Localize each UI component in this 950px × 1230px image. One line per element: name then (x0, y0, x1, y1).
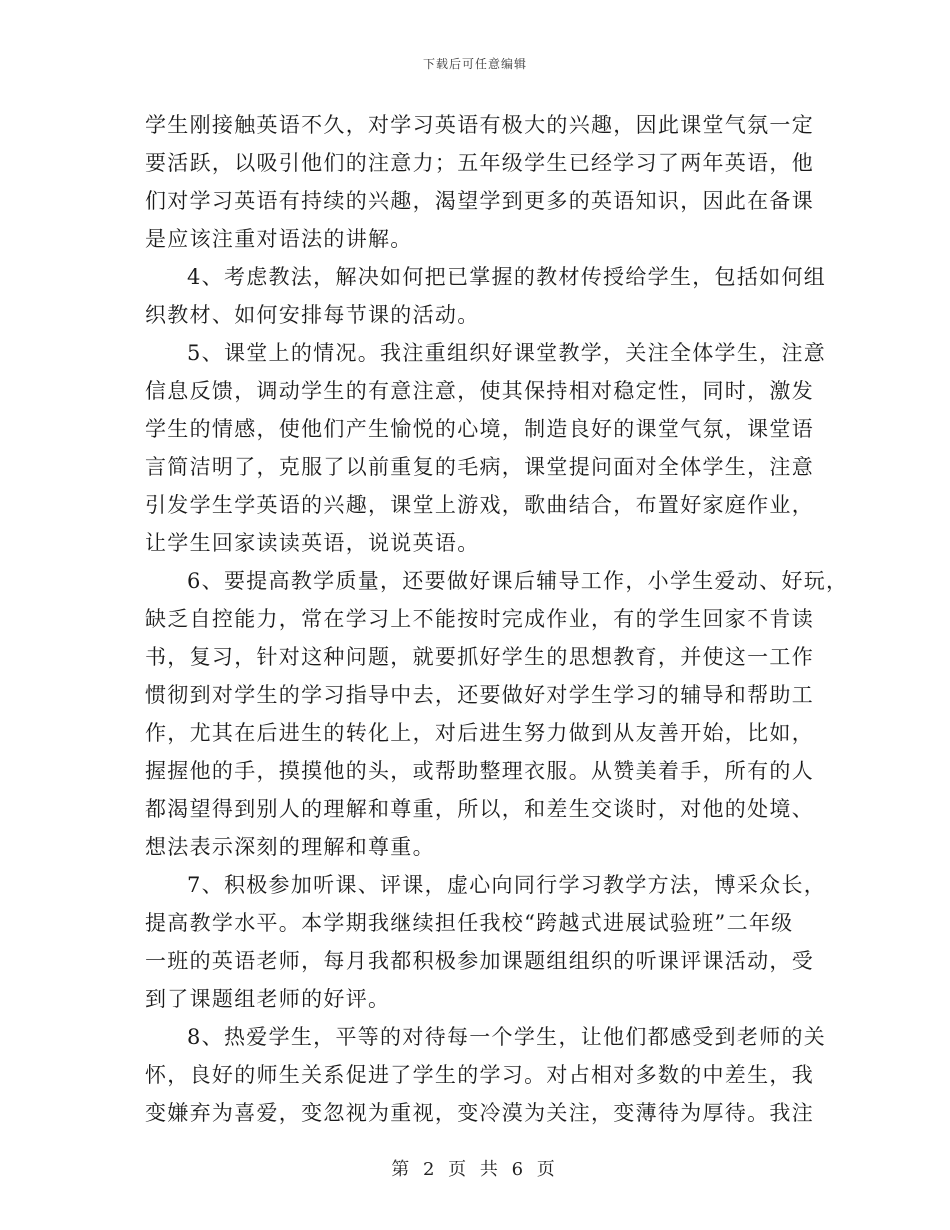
document-body (145, 106, 849, 1132)
text-line: 们对学习英语有持续的兴趣，渴望学到更多的英语知识，因此在备课 (145, 189, 814, 213)
text-line: 是应该注重对语法的讲解。 (145, 227, 413, 251)
paragraph (145, 866, 827, 1018)
text-line: 到了课题组老师的好评。 (145, 987, 391, 1011)
paragraph (145, 334, 827, 562)
paragraph (145, 258, 827, 334)
text-line: 惯彻到对学生的学习指导中去，还要做好对学生学习的辅导和帮助工 (145, 683, 814, 707)
text-line: 让学生回家读读英语，说说英语。 (145, 531, 480, 555)
paragraph (145, 562, 849, 866)
page-header: 下载后可任意编辑 (422, 57, 527, 71)
text-line: 学生的情感，使他们产生愉悦的心境，制造良好的课堂气氛，课堂语 (145, 417, 814, 441)
text-line: 想法表示深刻的理解和尊重。 (145, 835, 435, 859)
text-line: 5、课堂上的情况。我注重组织好课堂教学，关注全体学生，注意 (187, 341, 827, 365)
text-line: 要活跃，以吸引他们的注意力；五年级学生已经学习了两年英语，他 (145, 151, 814, 175)
text-line: 变嫌弃为喜爱，变忽视为重视，变冷漠为关注，变薄待为厚待。我注 (145, 1101, 814, 1125)
text-line: 一班的英语老师，每月我都积极参加课题组组织的听课评课活动，受 (145, 949, 814, 973)
text-line: 都渴望得到别人的理解和尊重，所以，和差生交谈时，对他的处境、 (145, 797, 814, 821)
text-line: 书，复习，针对这种问题，就要抓好学生的思想教育，并使这一工作 (145, 645, 814, 669)
text-line: 信息反馈，调动学生的有意注意，使其保持相对稳定性，同时，激发 (145, 379, 814, 403)
text-line: 提高教学水平。本学期我继续担任我校“跨越式进展试验班”二年级 (145, 911, 794, 935)
text-line: 怀，良好的师生关系促进了学生的学习。对占相对多数的中差生，我 (145, 1063, 814, 1087)
text-line: 引发学生学英语的兴趣，课堂上游戏，歌曲结合，布置好家庭作业， (145, 493, 814, 517)
paragraph (145, 106, 814, 258)
text-line: 4、考虑教法，解决如何把已掌握的教材传授给学生，包括如何组 (187, 265, 827, 289)
text-line: 6、要提高教学质量，还要做好课后辅导工作，小学生爱动、好玩， (187, 569, 849, 593)
text-line: 7、积极参加听课、评课，虚心向同行学习教学方法，博采众长， (187, 873, 827, 897)
text-line: 8、热爱学生，平等的对待每一个学生，让他们都感受到老师的关 (187, 1025, 827, 1049)
text-line: 学生刚接触英语不久，对学习英语有极大的兴趣，因此课堂气氛一定 (145, 113, 814, 137)
text-line: 作，尤其在后进生的转化上，对后进生努力做到从友善开始，比如， (145, 721, 814, 745)
page-footer: 第 2 页 共 6 页 (391, 1159, 559, 1180)
text-line: 织教材、如何安排每节课的活动。 (145, 303, 480, 327)
text-line: 言简洁明了，克服了以前重复的毛病，课堂提问面对全体学生，注意 (145, 455, 814, 479)
paragraph (145, 1018, 827, 1132)
text-line: 缺乏自控能力，常在学习上不能按时完成作业，有的学生回家不肯读 (145, 607, 814, 631)
text-line: 握握他的手，摸摸他的头，或帮助整理衣服。从赞美着手，所有的人 (145, 759, 814, 783)
